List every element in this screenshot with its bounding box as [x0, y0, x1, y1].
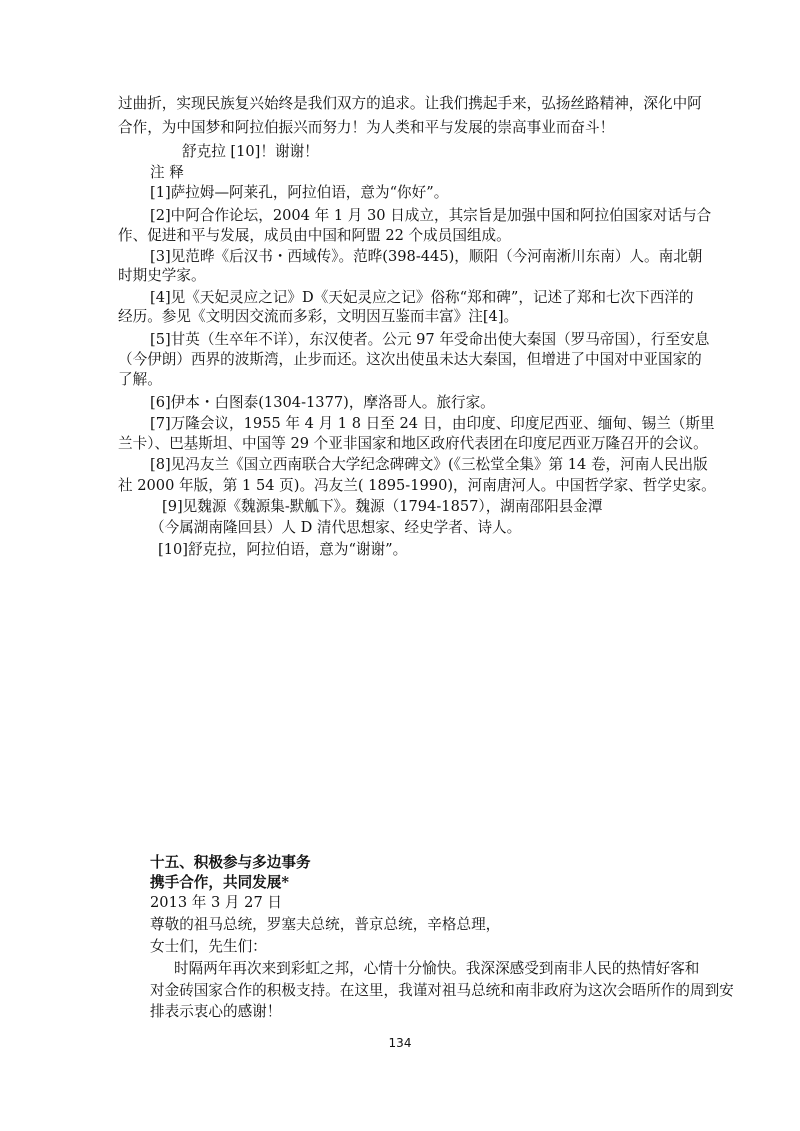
- speech-date: 2013 年 3 月 27 日: [150, 894, 282, 911]
- note-line: [8]见冯友兰《国立西南联合大学纪念碑碑文》(《三松堂全集》第 14 卷，河南人民出版: [150, 456, 708, 473]
- note-line: 兰卡）、巴基斯坦、中国等 29 个亚非国家和地区政府代表团在印度尼西亚万隆召开的会议。: [118, 435, 708, 452]
- page-number: 134: [388, 1036, 412, 1050]
- salutation: 尊敬的祖马总统，罗塞夫总统，普京总统，辛格总理，: [150, 916, 501, 933]
- note-line: [1]萨拉姆—阿莱孔，阿拉伯语，意为“你好”。: [150, 184, 449, 201]
- note-line: [7]万隆会议，1955 年 4 月 1 8 日至 24 日，由印度、印度尼西亚、缅甸、锡兰（斯里: [150, 415, 715, 432]
- speech-text-line: 过曲折，实现民族复兴始终是我们双方的追求。让我们携起手来，弘扬丝路精神，深化中阿: [118, 95, 702, 112]
- speech-closing: 舒克拉 [10]！谢谢！: [182, 143, 319, 160]
- note-line: [2]中阿合作论坛，2004 年 1 月 30 日成立，其宗旨是加强中国和阿拉伯国家对话与合: [150, 207, 712, 224]
- note-line: [3]见范晔《后汉书・西域传》。范晔(398-445)，顺阳（今河南淅川东南）人。南北朝: [150, 248, 703, 265]
- note-line: 时期史学家。: [118, 267, 206, 284]
- note-line: 作、促进和平与发展，成员由中国和阿盟 22 个成员国组成。: [118, 227, 511, 244]
- note-line: 经历。参见《文明因交流而多彩，文明因互鉴而丰富》注[4]。: [118, 308, 519, 325]
- note-line: 了解。: [118, 371, 162, 388]
- note-line: [9]见魏源《魏源集-默觚下》。魏源（1794-1857），湖南邵阳县金潭: [162, 498, 603, 515]
- note-line: [6]伊本・白图泰(1304-1377)，摩洛哥人。旅行家。: [150, 394, 495, 411]
- note-line: （今伊朗）西界的波斯湾，止步而还。这次出使虽未达大秦国，但增进了中国对中亚国家的: [118, 351, 702, 368]
- notes-heading: 注 释: [150, 164, 184, 181]
- paragraph-line: 时隔两年再次来到彩虹之邦，心情十分愉快。我深深感受到南非人民的热情好客和: [174, 960, 700, 977]
- note-line: [10]舒克拉，阿拉伯语，意为“谢谢”。: [158, 541, 408, 558]
- paragraph-line: 排表示衷心的感谢！: [150, 1003, 282, 1020]
- note-line: （今属湖南隆回县）人 D 清代思想家、经史学者、诗人。: [150, 519, 522, 536]
- salutation: 女士们，先生们：: [150, 938, 267, 955]
- note-line: 社 2000 年版，第 1 54 页)。冯友兰( 1895-1990)，河南唐河人。中国哲学家、哲学史家。: [118, 477, 716, 494]
- section-heading: 十五、积极参与多边事务: [150, 854, 311, 871]
- speech-title: 携手合作，共同发展*: [150, 874, 289, 891]
- speech-text-line: 合作，为中国梦和阿拉伯振兴而努力！为人类和平与发展的崇高事业而奋斗！: [118, 119, 615, 136]
- note-line: [5]甘英（生卒年不详），东汉使者。公元 97 年受命出使大秦国（罗马帝国），行至安息: [150, 331, 710, 348]
- note-line: [4]见《天妃灵应之记》D《天妃灵应之记》俗称“郑和碑”，记述了郑和七次下西洋的: [150, 289, 694, 306]
- paragraph-line: 对金砖国家合作的积极支持。在这里，我谨对祖马总统和南非政府为这次会晤所作的周到安: [150, 982, 734, 999]
